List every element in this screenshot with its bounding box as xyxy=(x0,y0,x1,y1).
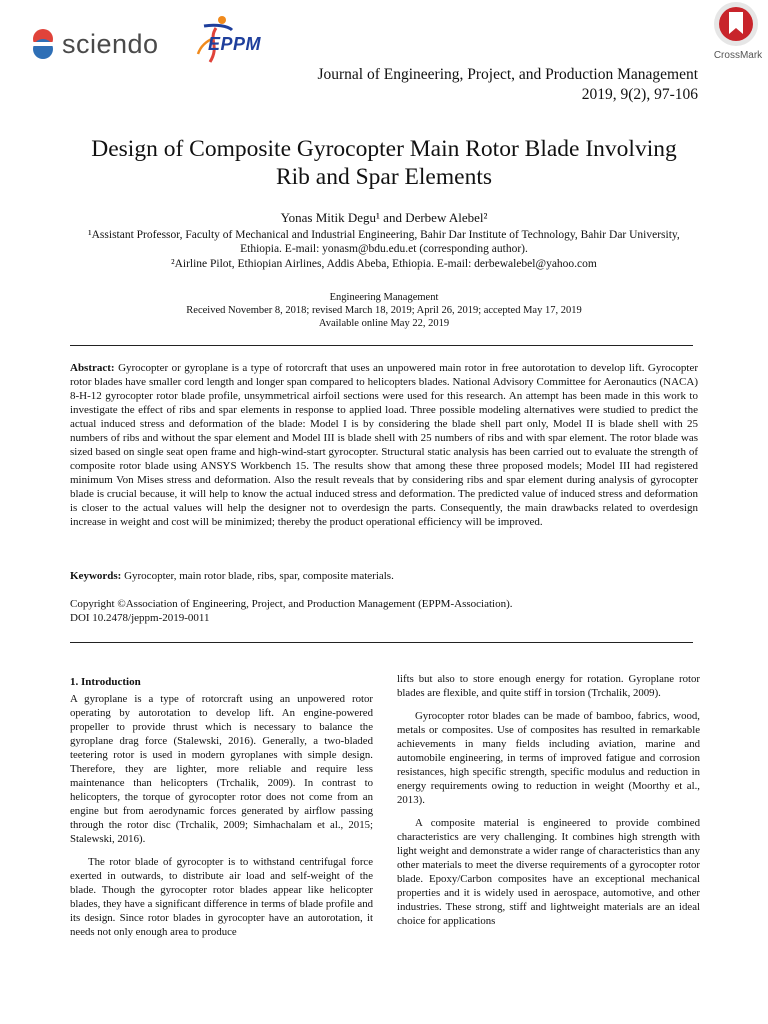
abstract xyxy=(70,361,698,529)
journal-logo-text: EPPM xyxy=(208,34,262,54)
sciendo-mark-icon xyxy=(30,27,56,61)
divider xyxy=(70,642,693,643)
journal-issue: 2019, 9(2), 97-106 xyxy=(581,86,698,103)
paragraph: lifts but also to store enough energy for rotation. Gyroplane rotor blades are flexible, and quite stiff in torsion (Trchalik, 2009). xyxy=(397,673,700,699)
affiliation-1: ¹Assistant Professor, Faculty of Mechanical and Industrial Engineering, Bahir Dar Institute of Technology, Bahir Dar University, Ethiopia. E-mail: yonasm@bdu.edu.et (corresponding author). xyxy=(88,229,680,255)
section-heading: 1. Introduction xyxy=(70,676,141,688)
copyright-text: Copyright ©Association of Engineering, Project, and Production Management (EPPM-Association). xyxy=(70,598,513,610)
left-column xyxy=(70,675,373,948)
doi[interactable]: DOI 10.2478/jeppm-2019-0011 xyxy=(70,612,210,624)
sciendo-logo xyxy=(30,26,190,62)
paragraph: Gyrocopter rotor blades can be made of bamboo, fabrics, wood, metals or composites. Use of composites has resulted in remarkable achievements in many fields including aviation, marine and automobile engineering, in terms of improved fatigue and corrosion resistances, high specific strength, specific modulus and reduction in energy requirements owing to reduction in weight (Moorthy et al., 2013). xyxy=(397,710,700,806)
received-dates: Received November 8, 2018; revised March 18, 2019; April 26, 2019; accepted May 17, 2019 xyxy=(186,305,582,316)
publisher-name: sciendo xyxy=(62,28,159,59)
article-category: Engineering Management xyxy=(329,292,439,303)
copyright-block xyxy=(70,597,698,625)
paragraph: A gyroplane is a type of rotorcraft using an unpowered rotor operating by autorotation to develop lift. An engine-powered propeller to provide thrust which is necessary to balance the gyroplane drag force (Stalewski, 2016). Generally, a two-bladed teetering rotor is used in modern gyroplanes with simple design. Therefore, they are lighter, more reliable and require less maintenance than helicopters (Trchalik, 2009). In contrast to helicopters, the torque of gyrocopter rotor does not come from an engine but from aerodynamic forces generated by airflow passing through the rotor disc (Trchalik, 2009; Simhachalam et al., 2015; Stalewski, 2016). xyxy=(70,693,373,845)
paragraph: A composite material is engineered to provide combined characteristics are very challenging. It combines high strength with light weight and demonstrate a wider range of characteristics than any other materials to meet the diverse requirements of a gyrocopter rotor blade. Epoxy/Carbon composites have an exceptional mechanical properties and it is widely used in aerospace, automotive, and other industries. These strong, stiff and lightweight materials are an ideal choice for applications xyxy=(397,817,700,927)
keywords-label: Keywords: xyxy=(70,570,122,582)
paper-title: Design of Composite Gyrocopter Main Rotor Blade Involving Rib and Spar Elements xyxy=(91,136,677,190)
journal-name: Journal of Engineering, Project, and Production Management xyxy=(317,66,698,83)
authors: Yonas Mitik Degu¹ and Derbew Alebel² xyxy=(280,210,488,225)
divider xyxy=(70,345,693,346)
keywords-text: Gyrocopter, main rotor blade, ribs, spar, composite materials. xyxy=(124,570,394,582)
abstract-text: Gyrocopter or gyroplane is a type of rotorcraft that uses an unpowered main rotor in free autorotation to develop lift. Gyrocopter rotor blades have smaller cord length and longer span compared to helicopters blades. National Advisory Committee for Aeronautics (NACA) 8-H-12 gyrocopter rotor blade profile, unsymmetrical airfoil sections were used for this research. An attempt has been made in this work to investigate the effect of ribs and spar elements in response to applied load. Three possible modeling alternatives were studied to predict the actual induced stress and deformation of the blade: Model I is by considering the blade shell part only, Model II is blade shell with 25 numbers of ribs and without the spar element and Model III is blade shell with 25 numbers of ribs and with spar element. The rotor blade was sized based on single seat open frame and high-wind-start gyrocopter. Structural static analysis has been carried out to evaluate the strength of composite rotor blade using ANSYS Workbench 15. The results show that among these three proposed models; Model III had registered minimum Von Mises stress and deformation. Also the result reveals that by considering ribs and spar element during analysis of gyrocopter blade is crucial because, it will help to know the actual induced stress and deformation. The predicted value of induced stress and deformation is closer to the actual values will help the designer not to overdesign the parts. Consequently, the main drawbacks related to overdesign increase in weight and cost will be minimized; thereby the product operational efficiency will be improved. xyxy=(70,362,698,528)
keywords xyxy=(70,570,698,582)
available-date: Available online May 22, 2019 xyxy=(318,318,450,329)
eppm-logo xyxy=(190,14,290,66)
crossmark-label: CrossMark xyxy=(713,50,763,61)
right-column xyxy=(397,672,700,937)
abstract-label: Abstract: xyxy=(70,362,115,374)
paragraph: The rotor blade of gyrocopter is to withstand centrifugal force exerted in outwards, to distribute air load and self-weight of the blade. Though the gyrocopter rotor blades appear like helicopter blades, they have a significant difference in terms of blade profile and its design. Since rotor blades in gyrocopter have an autorotation, it needs not only enough area to produce xyxy=(70,856,373,938)
affiliation-2: ²Airline Pilot, Ethiopian Airlines, Addis Abeba, Ethiopia. E-mail: derbewalebel@yahoo.com xyxy=(171,258,597,270)
